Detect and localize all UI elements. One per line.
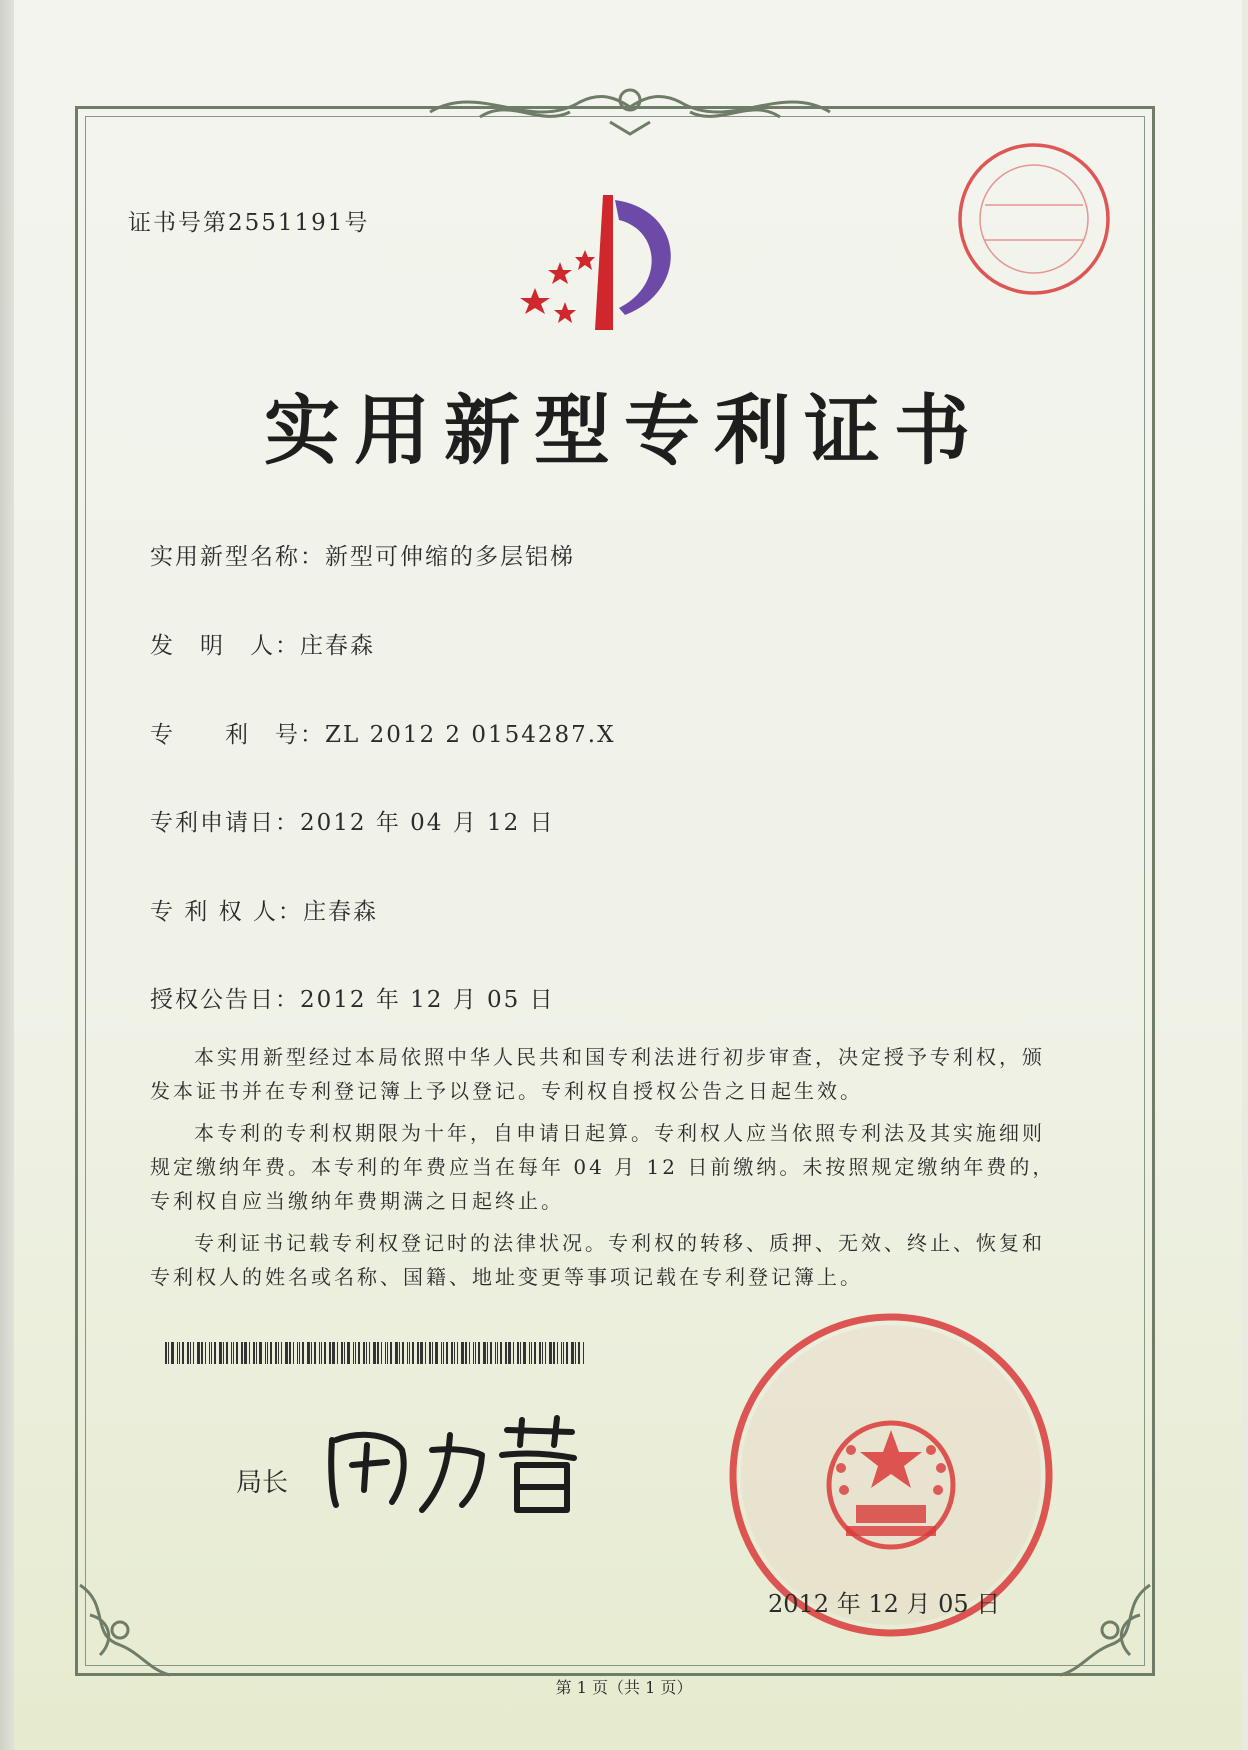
body-paragraph: 专利证书记载专利权登记时的法律状况。专利权的转移、质押、无效、终止、恢复和专利权人的姓名或名称、国籍、地址变更等事项记载在专利登记簿上。 — [150, 1231, 1045, 1289]
barcode-bar — [465, 1342, 467, 1364]
barcode-bar — [441, 1342, 442, 1364]
barcode-bar — [337, 1342, 338, 1364]
barcode-bar — [236, 1342, 238, 1364]
issue-date-stamp: 2012 年 12 月 05 日 — [768, 1590, 1001, 1618]
barcode-bar — [244, 1342, 247, 1364]
barcode-bar — [457, 1342, 458, 1364]
corner-ornament-bottom-left — [70, 1575, 180, 1685]
barcode-bar — [497, 1342, 498, 1364]
barcode-bar — [542, 1342, 543, 1364]
barcode-bar — [233, 1342, 234, 1364]
barcode-bar — [190, 1342, 191, 1364]
barcode-bar — [341, 1342, 343, 1364]
barcode-bar — [390, 1342, 392, 1364]
barcode-bar — [369, 1342, 370, 1364]
barcode-bar — [563, 1342, 564, 1364]
barcode-bar — [205, 1342, 206, 1364]
field-label: 授权公告日： — [150, 987, 300, 1013]
barcode-bar — [487, 1342, 488, 1364]
barcode-bar — [324, 1342, 326, 1364]
barcode-bar — [500, 1342, 502, 1364]
field-value: 2012 年 04 月 12 日 — [300, 810, 555, 836]
barcode-bar — [302, 1342, 304, 1364]
body-paragraph: 本实用新型经过本局依照中华人民共和国专利法进行初步审查，决定授予专利权，颁发本证书并在专利登记簿上予以登记。专利权自授权公告之日起生效。 — [150, 1045, 1045, 1103]
field-value: 庄春森 — [300, 633, 375, 659]
barcode-bar — [513, 1342, 514, 1364]
barcode-bar — [385, 1342, 386, 1364]
barcode-bar — [358, 1342, 360, 1364]
barcode — [165, 1342, 595, 1364]
barcode-bar — [473, 1342, 474, 1364]
barcode-bar — [219, 1342, 222, 1364]
barcode-bar — [387, 1342, 388, 1364]
barcode-bar — [285, 1342, 288, 1364]
barcode-bar — [226, 1342, 228, 1364]
barcode-bar — [395, 1342, 398, 1364]
barcode-bar — [490, 1342, 492, 1364]
barcode-bar — [256, 1342, 257, 1364]
certificate-number: 证书号第2551191号 — [128, 210, 370, 236]
certificate-title: 实用新型专利证书 — [264, 386, 984, 475]
field-value: ZL 2012 2 0154287.X — [325, 722, 616, 748]
barcode-bar — [475, 1342, 476, 1364]
barcode-bar — [344, 1342, 345, 1364]
barcode-bar — [435, 1342, 438, 1364]
barcode-bar — [575, 1342, 576, 1364]
barcode-bar — [561, 1342, 562, 1364]
barcode-bar — [275, 1342, 277, 1364]
barcode-bar — [267, 1342, 268, 1364]
barcode-bar — [549, 1342, 552, 1364]
barcode-bar — [265, 1342, 266, 1364]
barcode-bar — [307, 1342, 310, 1364]
barcode-bar — [553, 1342, 555, 1364]
barcode-bar — [249, 1342, 250, 1364]
barcode-bar — [347, 1342, 350, 1364]
barcode-bar — [278, 1342, 279, 1364]
barcode-bar — [299, 1342, 300, 1364]
tax-stamp — [955, 140, 1113, 298]
page-number: 第 1 页（共 1 页） — [555, 1678, 693, 1697]
barcode-bar — [332, 1342, 335, 1364]
barcode-bar — [214, 1342, 216, 1364]
barcode-bar — [571, 1342, 574, 1364]
barcode-bar — [402, 1342, 404, 1364]
barcode-bar — [557, 1342, 558, 1364]
field-patent-number — [150, 716, 615, 749]
barcode-bar — [270, 1342, 272, 1364]
barcode-bar — [578, 1342, 580, 1364]
barcode-bar — [329, 1342, 331, 1364]
barcode-bar — [469, 1342, 470, 1364]
barcode-bar — [407, 1342, 408, 1364]
barcode-bar — [432, 1342, 433, 1364]
barcode-bar — [545, 1342, 546, 1364]
barcode-bar — [520, 1342, 521, 1364]
barcode-bar — [454, 1342, 455, 1364]
field-value: 新型可伸缩的多层铝梯 — [325, 544, 575, 570]
barcode-bar — [223, 1342, 224, 1364]
top-ornament — [420, 72, 840, 142]
barcode-bar — [197, 1342, 200, 1364]
barcode-bar — [289, 1342, 291, 1364]
field-value: 庄春森 — [302, 899, 378, 925]
barcode-bar — [177, 1342, 178, 1364]
barcode-bar — [281, 1342, 282, 1364]
director-label: 局长 — [236, 1468, 289, 1498]
barcode-bar — [529, 1342, 530, 1364]
barcode-bar — [417, 1342, 419, 1364]
barcode-bar — [297, 1342, 298, 1364]
barcode-bar — [182, 1342, 184, 1364]
barcode-bar — [211, 1342, 212, 1364]
field-label: 专利申请日： — [150, 810, 300, 836]
barcode-bar — [355, 1342, 356, 1364]
field-label: 发 明 人： — [150, 633, 300, 659]
barcode-bar — [517, 1342, 519, 1364]
barcode-bar — [319, 1342, 320, 1364]
barcode-bar — [377, 1342, 379, 1364]
barcode-bar — [171, 1342, 174, 1364]
barcode-bar — [201, 1342, 203, 1364]
field-inventor — [150, 627, 375, 660]
barcode-bar — [311, 1342, 312, 1364]
barcode-bar — [381, 1342, 382, 1364]
field-application-date — [150, 804, 555, 837]
barcode-bar — [363, 1342, 365, 1364]
barcode-bar — [399, 1342, 400, 1364]
barcode-bar — [446, 1342, 448, 1364]
barcode-bar — [366, 1342, 367, 1364]
barcode-bar — [478, 1342, 480, 1364]
field-utility-model-name — [150, 538, 575, 571]
barcode-bar — [523, 1342, 526, 1364]
barcode-bar — [193, 1342, 194, 1364]
barcode-bar — [187, 1342, 189, 1364]
patent-office-logo — [515, 190, 710, 340]
barcode-bar — [429, 1342, 431, 1364]
barcode-bar — [508, 1342, 511, 1364]
barcode-bar — [293, 1342, 294, 1364]
barcode-bar — [373, 1342, 376, 1364]
barcode-bar — [566, 1342, 568, 1364]
barcode-bar — [179, 1342, 180, 1364]
certificate-body — [150, 1040, 1065, 1302]
barcode-bar — [353, 1342, 354, 1364]
barcode-bar — [314, 1342, 316, 1364]
barcode-bar — [483, 1342, 486, 1364]
barcode-bar — [531, 1342, 532, 1364]
field-label: 专 利 权 人： — [150, 899, 303, 925]
barcode-bar — [412, 1342, 414, 1364]
field-patentee — [150, 893, 378, 926]
corner-ornament-bottom-right — [1050, 1575, 1160, 1685]
barcode-bar — [583, 1342, 584, 1364]
field-grant-date — [150, 981, 555, 1014]
field-value: 2012 年 12 月 05 日 — [300, 987, 555, 1013]
barcode-bar — [409, 1342, 410, 1364]
barcode-bar — [165, 1342, 167, 1364]
field-label: 专 利 号： — [150, 722, 325, 748]
director-signature — [322, 1410, 582, 1520]
barcode-bar — [253, 1342, 255, 1364]
barcode-bar — [241, 1342, 243, 1364]
field-label: 实用新型名称： — [150, 544, 325, 570]
barcode-bar — [534, 1342, 536, 1364]
barcode-bar — [425, 1342, 426, 1364]
body-paragraph: 本专利的专利权期限为十年，自申请日起算。专利权人应当依照专利法及其实施细则规定缴纳年费。本专利的年费应当在每年 04 月 12 日前缴纳。未按照规定缴纳年费的，专利权自应当缴纳年费期满之日起终止。 — [150, 1121, 1056, 1213]
barcode-bar — [231, 1342, 232, 1364]
barcode-bar — [420, 1342, 423, 1364]
barcode-bar — [209, 1342, 210, 1364]
barcode-bar — [505, 1342, 507, 1364]
barcode-bar — [321, 1342, 322, 1364]
barcode-bar — [443, 1342, 444, 1364]
barcode-bar — [168, 1342, 169, 1364]
barcode-bar — [461, 1342, 464, 1364]
barcode-bar — [495, 1342, 496, 1364]
barcode-bar — [451, 1342, 453, 1364]
barcode-bar — [539, 1342, 541, 1364]
barcode-bar — [259, 1342, 262, 1364]
